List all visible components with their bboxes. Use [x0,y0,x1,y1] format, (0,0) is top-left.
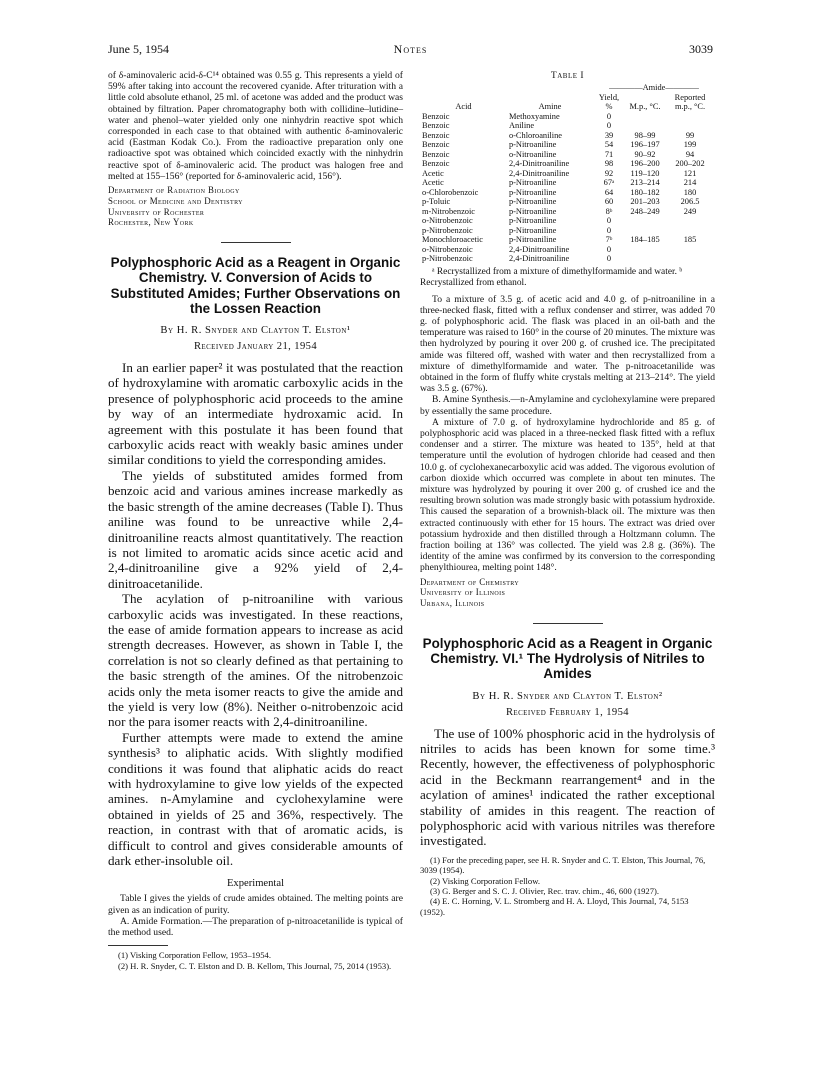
table-body [420,112,715,264]
article-title: Polyphosphoric Acid as a Reagent in Organic Chemistry. VI.¹ The Hydrolysis of Nitriles to Amides [422,635,713,682]
table-cell: o-Nitrobenzoic [422,244,473,254]
footnote: (2) Visking Corporation Fellow. [430,875,541,886]
table-cell: 180 [683,187,697,197]
table-cell: Benzoic [422,121,450,130]
table-row [420,140,715,150]
table-column-header: Yield, % [598,92,620,111]
footnote: (3) G. Berger and S. C. J. Olivier, Rec. trav. chim., 46, 600 (1927). [430,886,660,897]
footnote: (1) Visking Corporation Fellow, 1953–1954. [118,950,271,961]
table-title: Table I [550,70,585,81]
article-byline: By H. R. Snyder and Clayton T. Elston¹ [160,325,351,337]
table-cell: 200–202 [675,159,705,168]
table-cell: 60 [604,197,614,206]
table-cell: p-Nitroaniline [508,216,557,225]
table-row [420,159,715,169]
table-cell: 214 [683,178,697,187]
running-header [108,42,713,58]
table-row [420,150,715,160]
table-cell: 0 [606,111,612,121]
table-cell: Monochloroacetic [422,235,483,244]
table-cell: Benzoic [422,159,450,168]
table-cell [665,245,715,255]
table-cell: 39 [604,130,614,140]
table-row [420,178,715,188]
table-cell: 2,4-Dinitroaniline [508,254,570,263]
table-footnote: ᵃ Recrystallized from a mixture of dimethylformamide and water. ᵇ Recrystallized from ethanol. [420,266,683,288]
table-row [420,207,715,217]
header-page-number: 3039 [689,42,713,56]
table-cell: Acetic [422,178,444,187]
table-cell: 196–197 [630,140,660,149]
table-cell: 0 [606,244,612,254]
table-cell: Benzoic [422,111,450,121]
table-cell: p-Nitroaniline [508,206,557,216]
received-date: Received February 1, 1954 [505,706,630,718]
table-cell [625,226,665,236]
experimental-paragraph: A. Amide Formation.—The preparation of p-nitroacetanilide is typical of the method used. [108,915,403,939]
address-line: University of Illinois [420,587,506,598]
table-cell [665,112,715,122]
address-line: Rochester, New York [108,217,194,228]
table-cell: 119–120 [630,168,660,178]
table-cell: 64 [604,187,614,197]
experimental-heading: Experimental [226,878,285,890]
header-section: Notes [393,42,428,56]
right-column [420,70,715,917]
table-cell: p-Nitroaniline [508,225,557,235]
header-date: June 5, 1954 [108,42,169,56]
section-divider [221,242,291,243]
table-cell [625,245,665,255]
table-cell: p-Toluic [422,197,451,206]
table-cell: 98–99 [634,130,656,140]
body-paragraph: The use of 100% phosphoric acid in the hydrolysis of nitriles to acids has been known for some time.³ Recently, however, the effectiveness of polyphosphoric acid in the Beckmann rearrangement⁴ and in the acylation of amines¹ indicated the rather exceptional stability of amides in this reagent. The reaction of polyphosphoric acid with various nitriles was therefore investigated. [420,725,715,849]
table-row [420,169,715,179]
table-cell: o-Chloroaniline [508,130,562,140]
table-cell: 67ᵃ [603,178,615,187]
table-column-header: Reported m.p., °C. [674,92,706,111]
table-cell [665,216,715,226]
table-cell: 121 [683,168,697,178]
table-cell: 54 [604,140,614,149]
body-paragraph: B. Amine Synthesis.—n-Amylamine and cyclohexylamine were prepared by essentially the same procedure. [420,394,715,417]
table-cell: 249 [683,206,697,216]
table-cell: 98 [604,159,614,168]
footnote: (4) E. C. Horning, V. L. Stromberg and H. A. Lloyd, This Journal, 74, 5153 (1952). [420,896,689,917]
address-line: Department of Chemistry [420,576,520,587]
table-cell: 0 [606,254,612,263]
affiliation-address [108,185,403,228]
table-cell: 90–92 [634,149,656,159]
body-paragraph: A mixture of 7.0 g. of hydroxylamine hydrochloride and 85 g. of polyphosphoric acid was placed in a three-necked flask fitted with a reflux condenser and a stirrer. The mixture was heated to 135°, held at that temperature until the evolution of hydrogen chloride had ceased and then 10.0 g. of cyclohexanecarboxylic acid was added. The vigorous evolution of carbon dioxide which occurred was complete in about ten minutes. The mixture was hydrolyzed by pouring it over 200 g. of crushed ice and the resulting brown solution was made strongly basic with potassium hydroxide. This caused the separation of a brownish-black oil. The mixture was then extracted continuously with ether for 15 hours. The extract was dried over potassium hydroxide and then distilled through a Holtzmann column. The fraction boiling at 136° was collected. The yield was 2.8 g. (36%). The identity of the amine was confirmed by its conversion to the corresponding phenylthiourea, melting point 148°. [420,416,715,574]
table-cell: p-Nitroaniline [508,197,557,206]
footnote: (2) H. R. Snyder, C. T. Elston and D. B. Kellom, This Journal, 75, 2014 (1953). [118,960,392,971]
body-paragraph: The acylation of p-nitroaniline with various carboxylic acids was investigated. In these reactions, the ease of amide formation appears to increase as acid strength decreases. However, as shown in Table I, the correlation is not so clearly defined as that pertaining to the basic strength of the amines. Of the nitrobenzoic acids only the meta isomer reacts to give the amide and the yield is very low (8%). Neither o-nitrobenzoic acid nor the para isomer reacts with 2,4-dinitroaniline. [108,591,403,730]
body-paragraph: Further attempts were made to extend the amine synthesis³ to aliphatic acids. With slightly modified conditions it was found that aliphatic acids do react with hydroxylamine to give low yields of the expected amines. n-Amylamine and cyclohexylamine were obtained in yields of 25 and 36%, respectively. The reaction, in contrast with that of aromatic acids, is difficult to control and gives considerable amounts of dark ether-insoluble oil. [108,729,403,869]
table-row [420,197,715,207]
table-cell: o-Nitrobenzoic [422,216,473,225]
footnote-divider [108,945,168,946]
table-cell: 2,4-Dinitroaniline [508,168,570,178]
table-cell: 94 [685,149,695,159]
table-cell: 206.5 [680,197,700,206]
table-column-header: Amine [538,102,562,111]
table-row [420,235,715,245]
table-cell: 199 [683,140,697,149]
table-row [420,121,715,131]
table-cell [665,226,715,236]
table-cell: 71 [604,149,614,159]
body-paragraph: The yields of substituted amides formed from benzoic acid and various amines increase markedly as the basic strength of the amine decreases (Table I). Thus aniline was found to be unreactive while 2,4-dinitroaniline reacts almost quantitatively. The reaction is not limited to aromatic acids since acetic acid and 2,4-dinitroaniline give a 92% yield of 2,4-dinitroacetanilide. [108,467,403,591]
table-cell [625,216,665,226]
table-cell [625,254,665,264]
table-cell: 0 [606,225,612,235]
table-column-header: M.p., °C. [629,102,661,111]
table-row [420,188,715,198]
table-cell: Benzoic [422,130,450,140]
table-cell: Acetic [422,168,444,178]
table-cell: m-Nitrobenzoic [422,206,476,216]
table-cell: 8ᵇ [605,206,613,216]
table-cell [625,112,665,122]
address-line: University of Rochester [108,206,205,217]
table-cell: 99 [685,130,695,140]
received-date: Received January 21, 1954 [193,341,318,353]
address-line: Urbana, Illinois [420,598,485,609]
table-cell [665,254,715,264]
experimental-paragraph: Table I gives the yields of crude amides obtained. The melting points are given as an indication of purity. [108,893,403,916]
table-cell: p-Nitroaniline [508,140,557,149]
table-cell: p-Nitroaniline [508,235,557,244]
section-divider [533,623,603,624]
footnote: (1) For the preceding paper, see H. R. Snyder and C. T. Elston, This Journal, 76, 3039 (1954). [420,854,706,876]
table-cell: 0 [606,216,612,225]
table-row [420,226,715,236]
body-paragraph: In an earlier paper² it was postulated that the reaction of hydroxylamine with aromatic carboxylic acids in the presence of polyphosphoric acid proceeds to the amine by way of an intermediate hydroxamic acid. In agreement with this postulate it has been found that carboxylic acids react with weakly basic amines under similar conditions to yield the corresponding amides. [108,360,403,468]
data-table [420,83,715,264]
table-cell: 92 [604,168,614,178]
table-cell: 180–182 [630,187,660,197]
table-cell [625,121,665,131]
table-row [420,112,715,122]
table-cell: o-Chlorobenzoic [422,187,479,197]
table-column-header: Acid [455,102,472,111]
table-cell: 2,4-Dinitroaniline [508,244,570,254]
table-cell: 196–200 [630,159,660,168]
table-cell: p-Nitrobenzoic [422,225,473,235]
affiliation-address [420,577,715,609]
table-cell: 185 [683,235,697,244]
table-row [420,254,715,264]
table-cell: Benzoic [422,140,450,149]
left-column [108,70,403,971]
article-byline: By H. R. Snyder and Clayton T. Elston² [472,690,663,702]
continued-paragraph: of δ-aminovaleric acid-δ-C¹⁴ obtained was 0.55 g. This represents a yield of 59% after taking into account the recovered cyanide. After trituration with a little cold absolute ethanol, 25 ml. of acetone was added and the product was obtained by filtration. Paper chromatography both with collidine–lutidine–water and phenol–water yielded only one ninhydrin reactive spot which corresponded in each case to that obtained with authentic δ-aminovaleric acid (Eastman Kodak Co.). From the radioactive preparation only one radioactive spot was obtained which coincided exactly with the ninhydrin reactive spot of δ-aminovaleric acid. The product was halogen free and melted at 155–156° (reported for δ-aminovaleric acid, 156°). [108,70,403,182]
table-cell: p-Nitroaniline [508,178,557,187]
table-row [420,216,715,226]
table-group-header: ————Amide———— [609,83,699,92]
table-cell: p-Nitrobenzoic [422,254,473,263]
table-cell [665,121,715,131]
address-line: Department of Radiation Biology [108,185,240,196]
table-cell: 0 [606,121,612,130]
table-cell: p-Nitroaniline [508,187,557,197]
table-cell: 201–203 [630,197,660,206]
table-cell: 2,4-Dinitroaniline [508,159,570,168]
table-cell: 7ᵇ [605,235,613,244]
table-cell: Benzoic [422,149,450,159]
article-title: Polyphosphoric Acid as a Reagent in Organic Chemistry. V. Conversion of Acids to Substituted Amides; Further Observations on the Lossen Reaction [110,255,401,316]
table-cell: 184–185 [630,235,660,244]
table-row [420,245,715,255]
table-cell: Methoxyamine [508,111,560,121]
table-row [420,131,715,141]
table-cell: 248–249 [630,206,660,216]
body-paragraph: To a mixture of 3.5 g. of acetic acid and 4.0 g. of p-nitroaniline in a three-necked flask, fitted with a reflux condenser and stirrer, was added 70 g. of polyphosphoric acid. The flask was placed in an oil-bath and the temperature was raised to 160° in the course of 20 minutes. The mixture was then hydrolyzed by pouring it over 200 g. of crushed ice. The precipitated amide was filtered off, washed with water and then recrystallized from a mixture of dimethylformamide and water. The p-nitroacetanilide was obtained in the form of fluffy white crystals melting at 213–214°. The yield was 3.5 g. (67%). [420,293,715,395]
table-cell: Aniline [508,121,535,130]
address-line: School of Medicine and Dentistry [108,195,243,206]
table-cell: 213–214 [630,178,660,187]
table-cell: o-Nitroaniline [508,149,557,159]
